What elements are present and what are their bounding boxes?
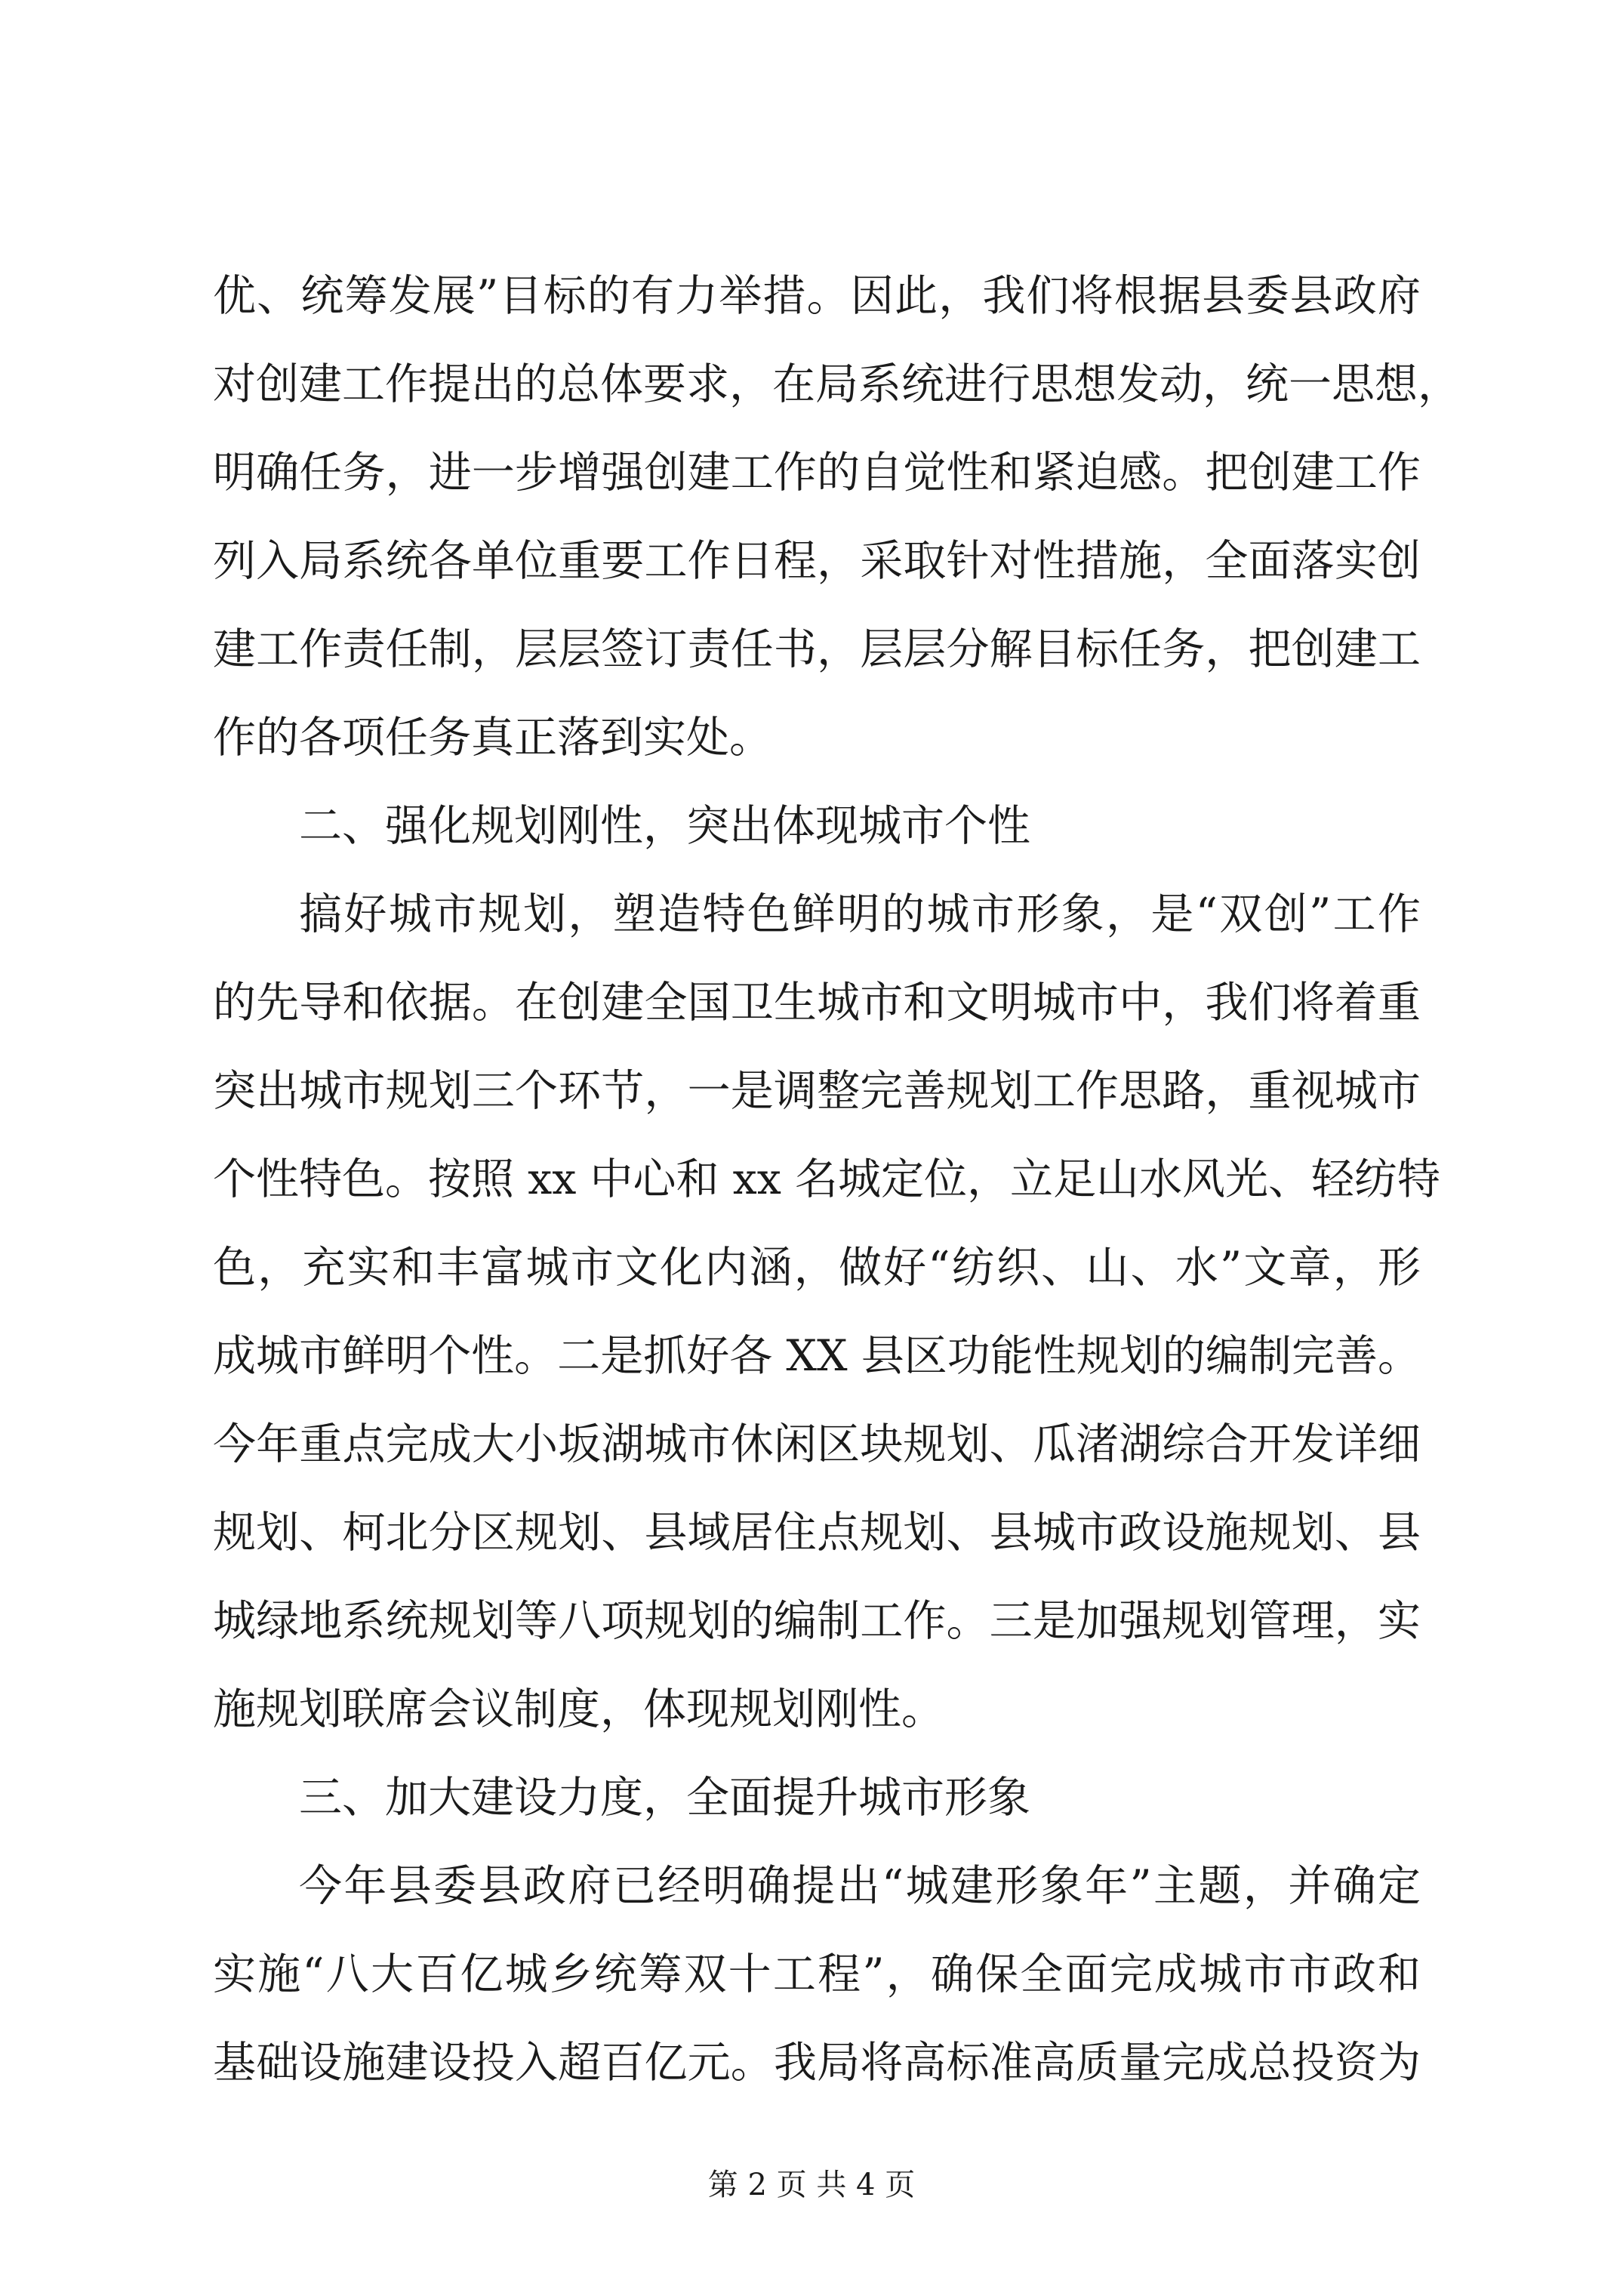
text-line: 个性特色。按照 xx 中心和 xx 名城定位，立足山水风光、轻纺特: [213, 1154, 1441, 1204]
text-line: 成城市鲜明个性。二是抓好各 XX 县区功能性规划的编制完善。: [213, 1331, 1421, 1381]
text-line: 今年重点完成大小坂湖城市休闲区块规划、瓜渚湖综合开发详细: [213, 1419, 1421, 1469]
text-line: 列入局系统各单位重要工作日程，采取针对性措施，全面落实创: [213, 536, 1421, 586]
page-number-footer: 第 2 页 共 4 页: [707, 2168, 916, 2202]
text-line: 搞好城市规划，塑造特色鲜明的城市形象，是“双创”工作: [299, 889, 1421, 939]
text-line: 的先导和依据。在创建全国卫生城市和文明城市中，我们将着重: [213, 978, 1421, 1028]
text-line: 实施“八大百亿城乡统筹双十工程”，确保全面完成城市市政和: [213, 1949, 1421, 1999]
text-line: 色，充实和丰富城市文化内涵，做好“纺织、山、水”文章，形: [213, 1243, 1421, 1293]
text-line: 施规划联席会议制度，体现规划刚性。: [213, 1684, 944, 1734]
text-line: 基础设施建设投入超百亿元。我局将高标准高质量完成总投资为: [213, 2038, 1421, 2088]
text-line: 对创建工作提出的总体要求，在局系统进行思想发动，统一思想，: [213, 359, 1461, 409]
section-heading: 三、加大建设力度，全面提升城市形象: [299, 1773, 1030, 1823]
text-line: 优、统筹发展”目标的有力举措。因此，我们将根据县委县政府: [213, 271, 1421, 321]
section-heading: 二、强化规划刚性，突出体现城市个性: [299, 801, 1030, 851]
text-line: 突出城市规划三个环节，一是调整完善规划工作思路，重视城市: [213, 1066, 1421, 1116]
text-line: 建工作责任制，层层签订责任书，层层分解目标任务，把创建工: [213, 624, 1421, 674]
text-line: 明确任务，进一步增强创建工作的自觉性和紧迫感。把创建工作: [213, 448, 1421, 498]
text-line: 规划、柯北分区规划、县域居住点规划、县城市政设施规划、县: [213, 1508, 1421, 1558]
document-body: [213, 252, 1461, 2107]
text-line: 城绿地系统规划等八项规划的编制工作。三是加强规划管理，实: [213, 1596, 1421, 1646]
text-line: 今年县委县政府已经明确提出“城建形象年”主题，并确定: [299, 1861, 1421, 1911]
text-line: 作的各项任务真正落到实处。: [213, 713, 772, 763]
